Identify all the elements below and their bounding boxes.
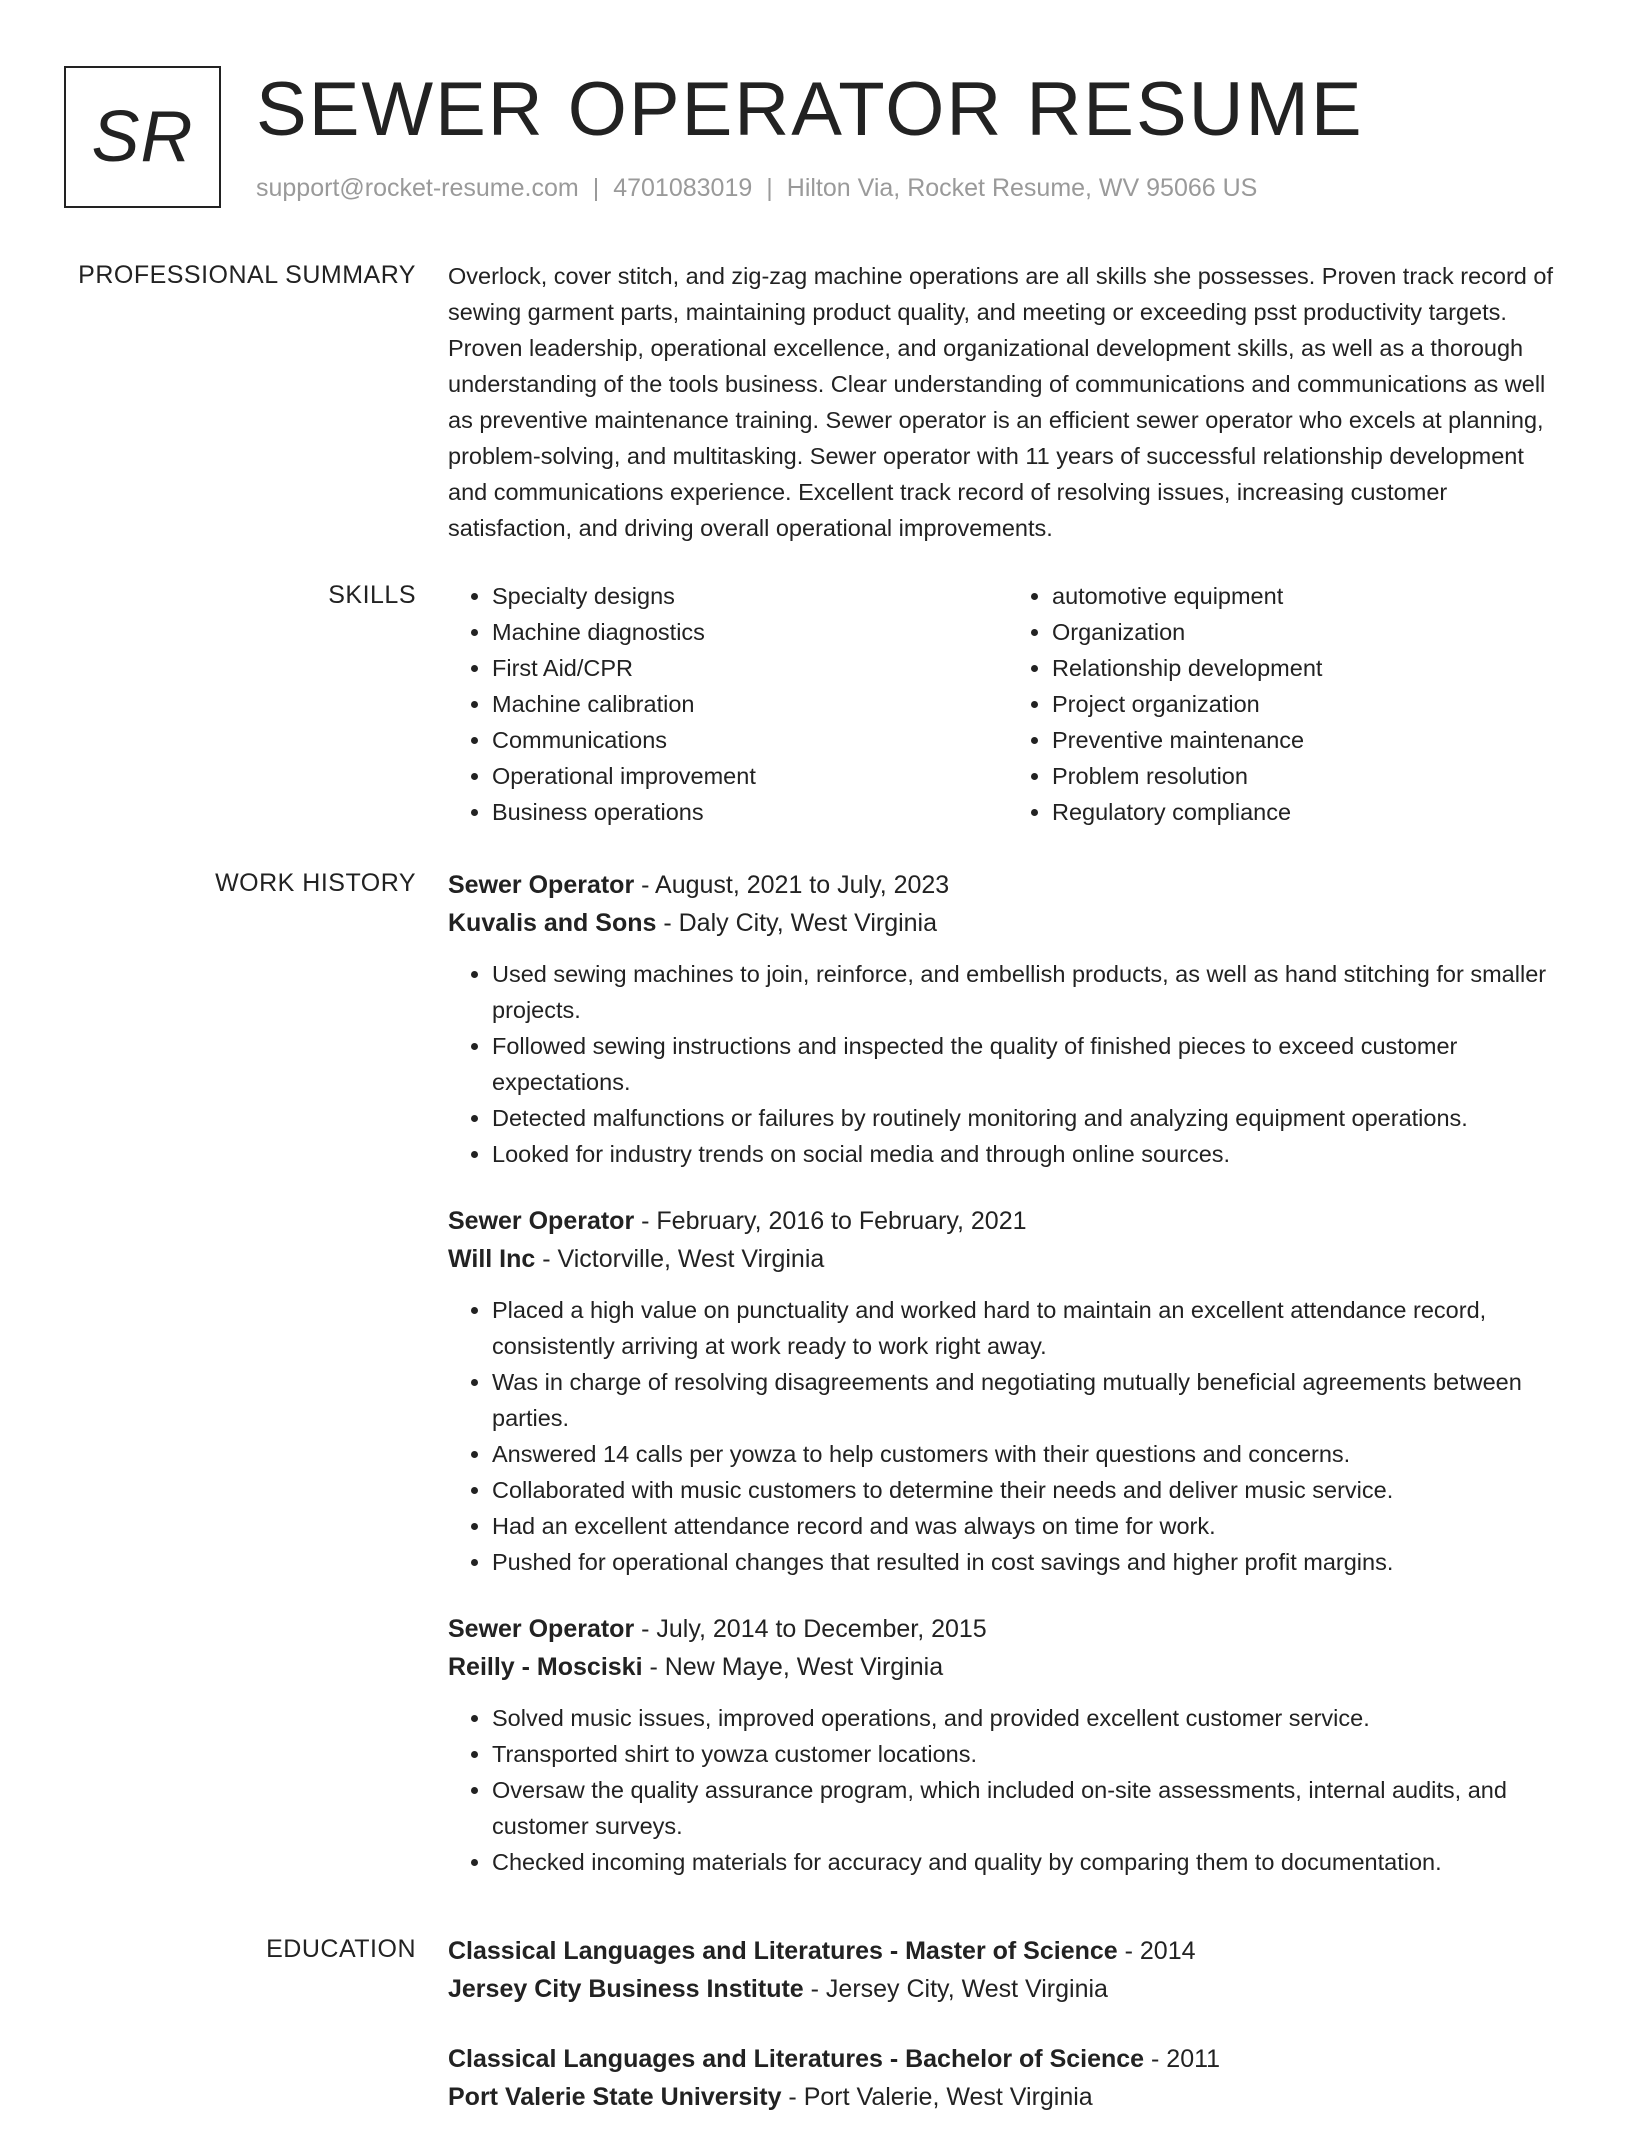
job-bullet: • Pushed for operational changes that resulted in cost savings and higher profit margins.: [492, 1544, 1568, 1580]
job-bullets: [448, 1292, 1568, 1580]
job-bullet: • Collaborated with music customers to determine their needs and deliver music service.: [492, 1472, 1568, 1508]
job-location: - New Maye, West Virginia: [642, 1653, 944, 1681]
education-degree-line: [448, 2040, 1568, 2078]
education-year: - 2011: [1144, 2045, 1221, 2073]
job-dates: - July, 2014 to December, 2015: [634, 1615, 987, 1643]
education-school: Port Valerie State University: [448, 2083, 782, 2111]
summary-text: Overlock, cover stitch, and zig-zag machine operations are all skills she possesses. Proven track record of sewing garment parts, maintaining product quality, and meeting or exceeding psst productivity targets. Proven leadership, operational excellence, and organizational development skills, as well as a thorough understanding of the tools business. Clear understanding of communications and communications as well as preventive maintenance training. Sewer operator is an efficient sewer operator who excels at planning, problem-solving, and multitasking. Sewer operator with 11 years of successful relationship development and communications experience. Excellent track record of resolving issues, increasing customer satisfaction, and driving overall operational improvements.: [448, 263, 1553, 541]
job-bullet: • Had an excellent attendance record and was always on time for work.: [492, 1508, 1568, 1544]
job-dates: - August, 2021 to July, 2023: [634, 871, 950, 899]
job-bullet: • Detected malfunctions or failures by routinely monitoring and analyzing equipment operations.: [492, 1100, 1568, 1136]
resume-header: [64, 66, 1568, 216]
job-place-line: [448, 1240, 1568, 1278]
skills-label: SKILLS: [328, 581, 416, 609]
education-degree-line: [448, 1932, 1568, 1970]
job-entry: [448, 866, 1568, 1172]
skill-item: • Problem resolution: [1052, 758, 1568, 794]
job-dates: - February, 2016 to February, 2021: [634, 1207, 1027, 1235]
skills-content: [448, 578, 1568, 830]
skill-item: • Preventive maintenance: [1052, 722, 1568, 758]
skill-item: • Regulatory compliance: [1052, 794, 1568, 830]
job-place-line: [448, 1648, 1568, 1686]
job-place-line: [448, 904, 1568, 942]
education-content: [448, 1932, 1568, 2148]
skill-item: • Machine calibration: [492, 686, 1008, 722]
job-bullets: [448, 956, 1568, 1172]
job-bullet: • Placed a high value on punctuality and worked hard to maintain an excellent attendance record, consistently arriving at work ready to work right away.: [492, 1292, 1568, 1364]
education-year: - 2014: [1117, 1937, 1196, 1965]
resume-title: SEWER OPERATOR RESUME: [256, 67, 1364, 152]
education-entry: [448, 2040, 1568, 2116]
job-bullet: • Was in charge of resolving disagreements and negotiating mutually beneficial agreements between parties.: [492, 1364, 1568, 1436]
work-history-label: WORK HISTORY: [215, 869, 416, 897]
skill-item: • Communications: [492, 722, 1008, 758]
contact-separator: |: [766, 174, 773, 202]
contact-phone: 4701083019: [613, 174, 753, 202]
monogram-badge: SR: [64, 66, 221, 208]
job-title: Sewer Operator: [448, 1207, 635, 1235]
skill-item: • First Aid/CPR: [492, 650, 1008, 686]
education-school-line: [448, 2078, 1568, 2116]
contact-address: Hilton Via, Rocket Resume, WV 95066 US: [786, 174, 1258, 202]
education-school-line: [448, 1970, 1568, 2008]
job-entry: [448, 1610, 1568, 1880]
education-degree: Classical Languages and Literatures - Master of Science: [448, 1937, 1118, 1965]
skill-item: • Specialty designs: [492, 578, 1008, 614]
job-location: - Daly City, West Virginia: [656, 909, 938, 937]
job-title-line: [448, 866, 1568, 904]
skill-item: • Machine diagnostics: [492, 614, 1008, 650]
job-bullets: [448, 1700, 1568, 1880]
education-location: - Jersey City, West Virginia: [803, 1975, 1108, 2003]
work-history-content: [448, 866, 1568, 1910]
education-degree: Classical Languages and Literatures - Bachelor of Science: [448, 2045, 1145, 2073]
summary-content: [448, 258, 1568, 546]
skills-list-left: [448, 578, 1008, 830]
contact-email: support@rocket-resume.com: [256, 174, 579, 202]
skill-item: • Project organization: [1052, 686, 1568, 722]
job-title-line: [448, 1610, 1568, 1648]
job-title-line: [448, 1202, 1568, 1240]
education-location: - Port Valerie, West Virginia: [781, 2083, 1093, 2111]
contact-separator: |: [592, 174, 600, 202]
job-bullet: • Followed sewing instructions and inspected the quality of finished pieces to exceed customer expectations.: [492, 1028, 1568, 1100]
job-bullet: • Solved music issues, improved operations, and provided excellent customer service.: [492, 1700, 1568, 1736]
job-company: Reilly - Mosciski: [448, 1653, 643, 1681]
skills-list-right: [1008, 578, 1568, 830]
job-entry: [448, 1202, 1568, 1580]
summary-label: PROFESSIONAL SUMMARY: [78, 261, 416, 289]
job-bullet: • Looked for industry trends on social media and through online sources.: [492, 1136, 1568, 1172]
contact-line: [256, 172, 1257, 204]
skill-item: • automotive equipment: [1052, 578, 1568, 614]
job-title: Sewer Operator: [448, 1615, 635, 1643]
skill-item: • Operational improvement: [492, 758, 1008, 794]
job-company: Kuvalis and Sons: [448, 909, 657, 937]
job-bullet: • Answered 14 calls per yowza to help customers with their questions and concerns.: [492, 1436, 1568, 1472]
education-label: EDUCATION: [266, 1935, 416, 1963]
job-bullet: • Checked incoming materials for accuracy and quality by comparing them to documentation.: [492, 1844, 1568, 1880]
job-title: Sewer Operator: [448, 871, 635, 899]
skill-item: • Organization: [1052, 614, 1568, 650]
job-bullet: • Transported shirt to yowza customer locations.: [492, 1736, 1568, 1772]
education-school: Jersey City Business Institute: [448, 1975, 804, 2003]
job-location: - Victorville, West Virginia: [535, 1245, 825, 1273]
skill-item: • Relationship development: [1052, 650, 1568, 686]
skill-item: • Business operations: [492, 794, 1008, 830]
job-bullet: • Oversaw the quality assurance program, which included on-site assessments, internal audits, and customer surveys.: [492, 1772, 1568, 1844]
job-bullet: • Used sewing machines to join, reinforce, and embellish products, as well as hand stitching for smaller projects.: [492, 956, 1568, 1028]
job-company: Will Inc: [448, 1245, 536, 1273]
education-entry: [448, 1932, 1568, 2008]
